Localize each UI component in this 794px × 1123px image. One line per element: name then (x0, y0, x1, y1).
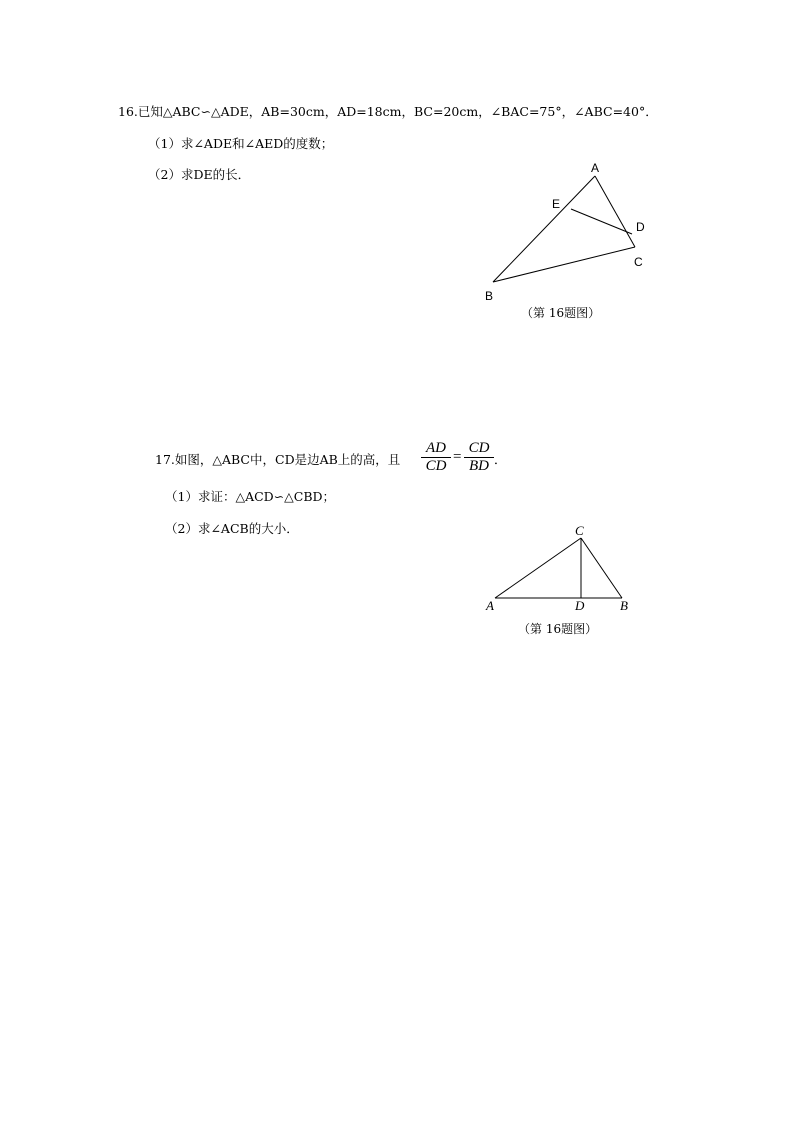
q16-label-a: A (591, 161, 600, 175)
q17-stem-after: ． (494, 452, 507, 467)
q17-segment-ac (495, 538, 581, 598)
q16-segment-ab (493, 176, 595, 282)
q16-figure (470, 150, 670, 310)
q17-equals-sign: = (453, 449, 462, 465)
q16-segment-ed (571, 209, 632, 234)
q17-label-d: D (575, 598, 585, 613)
q16-part1: （1）求∠ADE和∠AED的度数； (148, 136, 334, 151)
q17-part1: （1）求证：△ACD∽△CBD； (165, 489, 336, 504)
q16-stem: 16.已知△ABC∽△ADE，AB=30cm，AD=18cm，BC=20cm，∠BAC=75°，∠ABC=40°． (118, 104, 658, 119)
q17-frac2-numerator: CD (468, 440, 490, 456)
q17-label-c: C (575, 523, 584, 538)
q17-label-b: B (620, 598, 628, 613)
q16-segment-bc (493, 247, 635, 282)
q17-stem-before: 17.如图，△ABC中，CD是边AB上的高，且 (155, 452, 401, 467)
q17-frac2-denominator: BD (464, 457, 494, 475)
q17-fraction-ad-cd (421, 440, 451, 475)
q16-figure-caption: （第 16题图） (521, 306, 601, 320)
q17-frac1-numerator: AD (426, 440, 446, 456)
q16-label-b: B (485, 289, 494, 303)
q17-figure (480, 520, 640, 620)
q16-segment-ac (595, 176, 635, 247)
q16-label-d: D (636, 220, 645, 234)
q16-label-c: C (634, 255, 643, 269)
q17-fraction-cd-bd (464, 440, 494, 475)
q17-label-a: A (486, 598, 494, 613)
q16-label-e: E (552, 197, 561, 211)
q16-part2: （2）求DE的长． (148, 167, 251, 182)
q17-frac1-denominator: CD (421, 457, 451, 475)
q17-part2: （2）求∠ACB的大小． (165, 521, 299, 536)
q17-segment-cb (581, 538, 622, 598)
q17-figure-caption: （第 16题图） (518, 622, 598, 636)
